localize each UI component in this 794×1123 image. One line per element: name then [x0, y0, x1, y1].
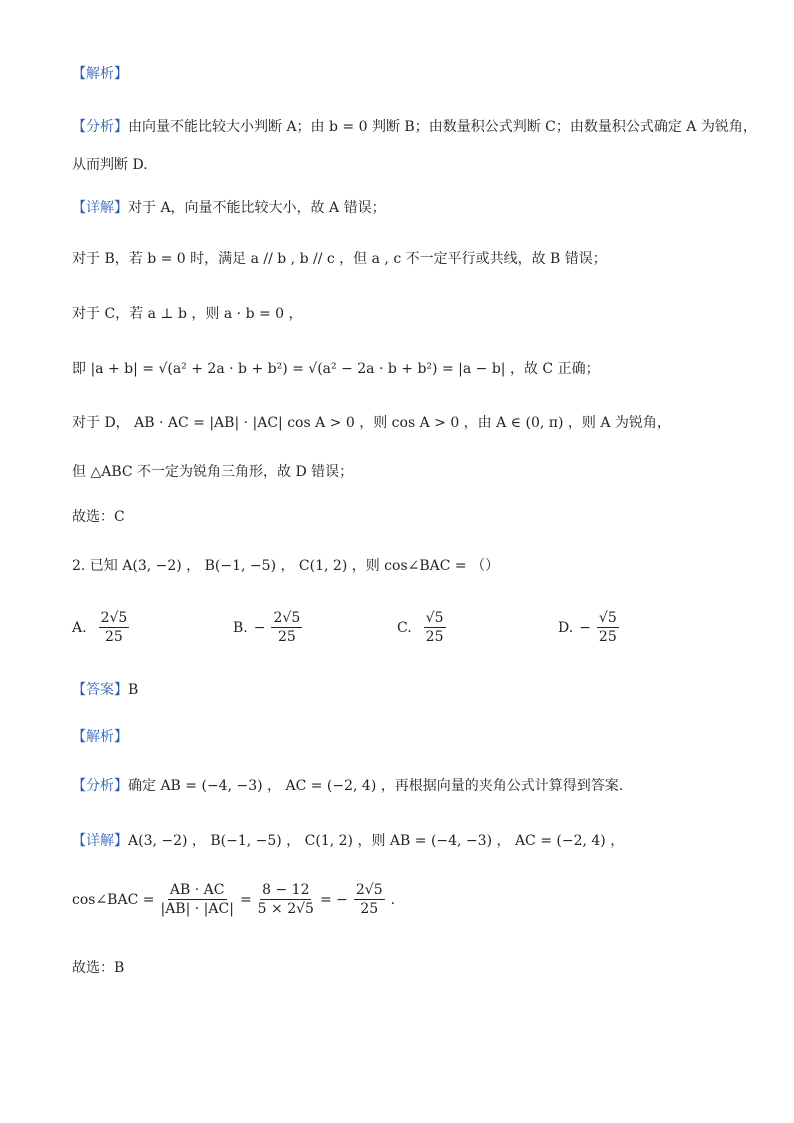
question-text: 2. 已知 A(3, −2) ， B(−1, −5) ， C(1, 2) ，则 cos∠BAC = （） — [72, 558, 500, 574]
choice-text: 故选：B — [72, 960, 125, 976]
option-c-derivation-text: 即 |a + b| = √(a² + 2a · b + b²) = √(a² − 2a · b + b²) = |a − b| ，故 C 正确； — [72, 361, 600, 377]
fraction-denominator: 25 — [105, 629, 123, 645]
q1-option-d-analysis — [72, 413, 671, 433]
option-fraction — [597, 610, 619, 645]
option-sign: − — [253, 619, 266, 636]
q2-option-b — [233, 610, 302, 645]
analysis-tag: 【解析】 — [72, 66, 128, 82]
xiangjie-tag: 【详解】 — [72, 200, 128, 216]
option-label: D. — [558, 619, 574, 636]
fraction-denominator: 5 × 2√5 — [257, 901, 314, 917]
option-label: C. — [397, 619, 412, 636]
fraction-denominator: 25 — [277, 629, 296, 645]
fraction-numerator: √5 — [425, 610, 444, 626]
q2-analysis-heading — [72, 727, 128, 747]
q2-fenxi — [72, 776, 623, 796]
fraction-numerator: 2√5 — [273, 610, 301, 626]
fraction-numerator: 2√5 — [355, 882, 383, 898]
fenxi-text-cont: 从而判断 D. — [72, 157, 148, 173]
formula-fraction-1 — [160, 882, 233, 917]
q1-analysis-heading — [72, 64, 128, 84]
q1-fenxi-line2 — [72, 155, 148, 175]
q2-option-a — [72, 610, 129, 645]
fenxi-tag: 【分析】 — [72, 778, 128, 794]
q2-question — [72, 556, 499, 576]
option-d-text: 对于 D， AB · AC = |AB| · |AC| cos A > 0 ，则 cos A > 0 ，由 A ∈ (0, π) ，则 A 为锐角， — [72, 415, 671, 431]
fenxi-text: 确定 AB = (−4, −3) ， AC = (−2, 4) ，再根据向量的夹角公式计算得到答案. — [128, 778, 624, 794]
fraction-numerator: 2√5 — [100, 610, 128, 626]
fraction-numerator: 8 − 12 — [262, 882, 310, 898]
fenxi-text: 由向量不能比较大小判断 A；由 b = 0 判断 B；由数量积公式判断 C；由数量积公式确定 A 为锐角， — [128, 119, 757, 135]
option-d-conclusion-text: 但 △ABC 不一定为锐角三角形，故 D 错误； — [72, 464, 354, 480]
fraction-denominator: 25 — [425, 629, 444, 645]
option-fraction — [99, 610, 130, 645]
q1-xiangjie-line1 — [72, 198, 386, 218]
answer-value: B — [128, 682, 139, 698]
q1-choice — [72, 507, 125, 527]
q1-option-b-analysis — [72, 249, 607, 269]
xiangjie-tag: 【详解】 — [72, 833, 128, 849]
option-label: B. — [233, 619, 248, 636]
option-fraction — [424, 610, 446, 645]
option-fraction — [271, 610, 302, 645]
option-sign: − — [579, 619, 591, 636]
xiangjie-text: A(3, −2) ， B(−1, −5) ， C(1, 2) ，则 AB = (−4, −3) ， AC = (−2, 4) ， — [128, 833, 625, 849]
q2-choice — [72, 958, 124, 978]
answer-tag: 【答案】 — [72, 682, 128, 698]
fenxi-tag: 【分析】 — [72, 119, 128, 135]
q2-cosine-formula — [72, 882, 395, 917]
fraction-denominator: |AB| · |AC| — [160, 901, 234, 917]
cos-lhs: cos∠BAC = — [72, 891, 155, 908]
q1-option-c-analysis — [72, 304, 303, 324]
choice-text: 故选：C — [72, 509, 125, 525]
option-b-text: 对于 B，若 b = 0 时，满足 a // b , b // c ，但 a , c 不一定平行或共线，故 B 错误； — [72, 251, 607, 267]
q1-option-d-conclusion — [72, 462, 353, 482]
equals-minus: = − — [319, 891, 348, 908]
q1-fenxi-line1 — [72, 117, 757, 137]
fraction-denominator: 25 — [360, 901, 379, 917]
option-label: A. — [72, 619, 87, 636]
formula-fraction-3 — [354, 882, 385, 917]
formula-end: . — [390, 891, 396, 908]
fraction-numerator: √5 — [598, 610, 617, 626]
q2-answer — [72, 680, 138, 700]
fraction-denominator: 25 — [598, 629, 617, 645]
xiangjie-text: 对于 A，向量不能比较大小，故 A 错误； — [128, 200, 386, 216]
q1-option-c-derivation — [72, 359, 600, 379]
fraction-numerator: AB · AC — [169, 882, 225, 898]
option-c-text: 对于 C，若 a ⊥ b ，则 a · b = 0 ， — [72, 306, 303, 322]
q2-option-c — [397, 610, 446, 645]
equals-sign: = — [239, 891, 252, 908]
formula-fraction-2 — [258, 882, 314, 917]
q2-option-d — [558, 610, 619, 645]
analysis-tag: 【解析】 — [72, 729, 128, 745]
q2-xiangjie — [72, 831, 624, 851]
